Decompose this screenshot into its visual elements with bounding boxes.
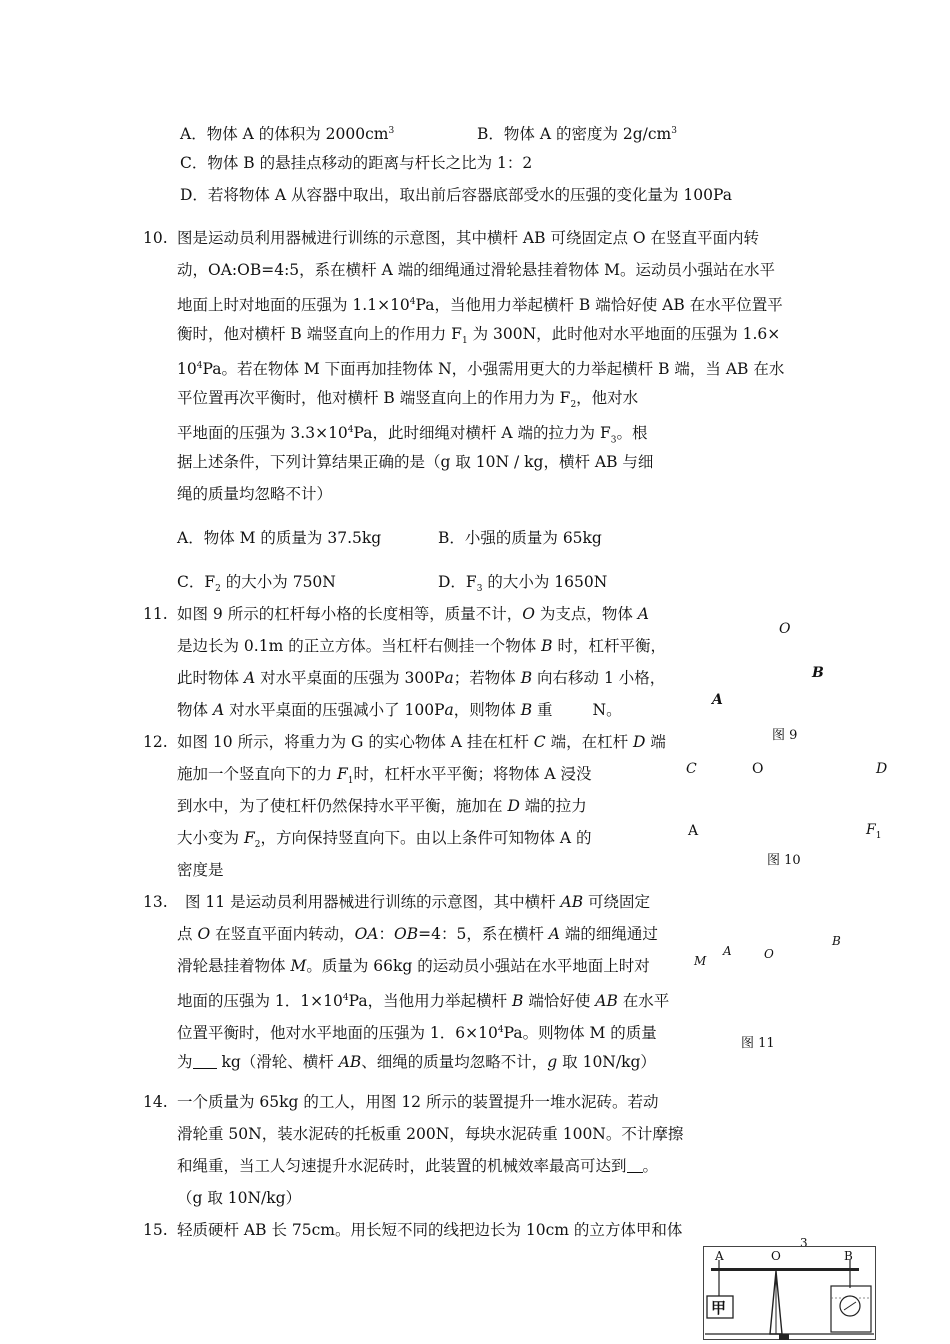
q14-line-1: 一个质量为 65kg 的工人，用图 12 所示的装置提升一堆水泥砖。若动 (177, 1093, 659, 1111)
q13-line-1: 图 11 是运动员利用器械进行训练的示意图，其中横杆 AB 可绕固定 (185, 893, 651, 911)
q12-line-1: 如图 10 所示，将重力为 G 的实心物体 A 挂在杠杆 C 端，在杠杆 D 端 (177, 733, 666, 751)
q11-line-3: 此时物体 A 对水平桌面的压强为 300Pa；若物体 B 向右移动 1 小格， (177, 669, 666, 687)
fig15-label-b: B (844, 1249, 853, 1263)
q9-option-c: C．物体 B 的悬挂点移动的距离与杆长之比为 1：2 (180, 154, 533, 172)
fig9-label-o: O (779, 621, 791, 637)
q13-line-6: 为 kg（滑轮、横杆 AB、细绳的质量均忽略不计，g 取 10N/kg） (177, 1053, 656, 1071)
q12-line-4: 大小变为 $F_2$，方向保持竖直向下。由以上条件可知物体 A 的 (177, 829, 592, 851)
q12-line-5: 密度是 (177, 861, 224, 879)
q13-line-4: 地面的压强为 1．$1\times 10^4Pa$，当他用力举起横杆 B 端恰好使 AB 在水平 (177, 992, 670, 1011)
fig15-label-o: O (771, 1249, 781, 1263)
q10-line-1: 图是运动员利用器械进行训练的示意图，其中横杆 AB 可绕固定点 O 在竖直平面内转 (177, 229, 760, 247)
q13-line-2: 点 O 在竖直平面内转动，OA：OB=4：5，系在横杆 A 端的细绳通过 (177, 925, 658, 943)
q10-line-3: 地面上时对地面的压强为 $1.1\times 10^4Pa$，当他用力举起横杆 B 端恰好使 AB 在水平位置平 (177, 296, 783, 315)
q10-line-9: 绳的质量均忽略不计） (177, 485, 333, 503)
q10-line-8: 据上述条件，下列计算结果正确的是（g 取 10N / kg，横杆 AB 与细 (177, 453, 654, 471)
fig11-label-o: O (764, 947, 774, 961)
fig-q15-diagram (703, 1246, 876, 1340)
fig11-label-m: M (694, 954, 707, 968)
q12-number: 12. (143, 733, 168, 751)
q11-line-4: 物体 A 对水平桌面的压强减小了 100Pa，则物体 B 重 N。 (177, 701, 622, 719)
q13-number: 13. (143, 893, 168, 911)
page-number: 3 (800, 1236, 808, 1250)
fig11-label-a: A (723, 944, 732, 958)
fig11-caption: 图 11 (741, 1036, 775, 1051)
fig10-label-d: D (876, 761, 888, 777)
q11-number: 11. (143, 605, 168, 623)
q12-line-2: 施加一个竖直向下的力 $F_1$时，杠杆水平平衡；将物体 A 浸没 (177, 765, 592, 787)
q10-number: 10. (143, 229, 168, 247)
answer-blank (193, 1054, 217, 1069)
q10-option-a: A．物体 M 的质量为 37.5kg (177, 529, 382, 547)
fig10-label-f1: $F_1$ (866, 822, 882, 841)
fig10-label-c: C (686, 761, 697, 777)
fig15-label-a: A (715, 1249, 724, 1263)
q12-line-3: 到水中，为了使杠杆仍然保持水平平衡，施加在 D 端的拉力 (177, 797, 587, 815)
fig10-label-a: A (688, 823, 699, 839)
q10-option-d: D．$F_3$ 的大小为 1650N (438, 573, 608, 595)
q9-option-d: D．若将物体 A 从容器中取出，取出前后容器底部受水的压强的变化量为 100Pa (180, 186, 732, 204)
fig15-label-jia: 甲 (711, 1299, 727, 1317)
q10-line-2: 动，OA:OB=4:5，系在横杆 A 端的细绳通过滑轮悬挂着物体 M。运动员小强站在水平 (177, 261, 776, 279)
q15-line-1: 轻质硬杆 AB 长 75cm。用长短不同的线把边长为 10cm 的立方体甲和体 (177, 1221, 683, 1239)
q14-line-3: 和绳重，当工人匀速提升水泥砖时，此装置的机械效率最高可达到 。 (177, 1157, 659, 1175)
q13-line-5: 位置平衡时，他对水平地面的压强为 1．$6\times 10^4Pa$。则物体 M 的质量 (177, 1024, 657, 1043)
q9-option-b: B．物体 A 的密度为 $2g/cm^3$ (477, 125, 677, 144)
q14-line-4: （g 取 10N/kg） (177, 1189, 302, 1207)
q10-line-6: 平位置再次平衡时，他对横杆 B 端竖直向上的作用力为 $F_2$，他对水 (177, 389, 639, 411)
fig10-label-o: O (752, 761, 764, 777)
fig9-label-a: A (712, 692, 723, 708)
q14-number: 14. (143, 1093, 168, 1111)
answer-blank (627, 1158, 643, 1173)
q14-line-2: 滑轮重 50N，装水泥砖的托板重 200N，每块水泥砖重 100N。不计摩擦 (177, 1125, 684, 1143)
q9-option-a: A．物体 A 的体积为 $2000cm^3$ (180, 125, 395, 144)
q10-line-7: 平地面的压强为 $3.3\times 10^4Pa$，此时细绳对横杆 A 端的拉力为 $F_3$。根 (177, 424, 648, 446)
q10-line-5: $10^4Pa$。若在物体 M 下面再加挂物体 N，小强需用更大的力举起横杆 B 端，当 AB 在水 (177, 360, 785, 379)
q10-option-b: B．小强的质量为 65kg (438, 529, 602, 547)
q11-line-2: 是边长为 0.1m 的正立方体。当杠杆右侧挂一个物体 B 时，杠杆平衡， (177, 637, 666, 655)
q13-line-3: 滑轮悬挂着物体 M。质量为 66kg 的运动员小强站在水平地面上时对 (177, 957, 650, 975)
q11-line-1: 如图 9 所示的杠杆每小格的长度相等，质量不计，O 为支点，物体 A (177, 605, 649, 623)
q10-line-4: 衡时，他对横杆 B 端竖直向上的作用力 $F_1$ 为 300N，此时他对水平地面的压强为 1.6× (177, 325, 781, 347)
fig9-caption: 图 9 (772, 728, 798, 743)
fig10-caption: 图 10 (767, 853, 801, 868)
q15-number: 15. (143, 1221, 168, 1239)
q10-option-c: C．$F_2$ 的大小为 750N (177, 573, 336, 595)
fig9-label-b: B (812, 665, 824, 681)
fig11-label-b: B (832, 934, 841, 948)
